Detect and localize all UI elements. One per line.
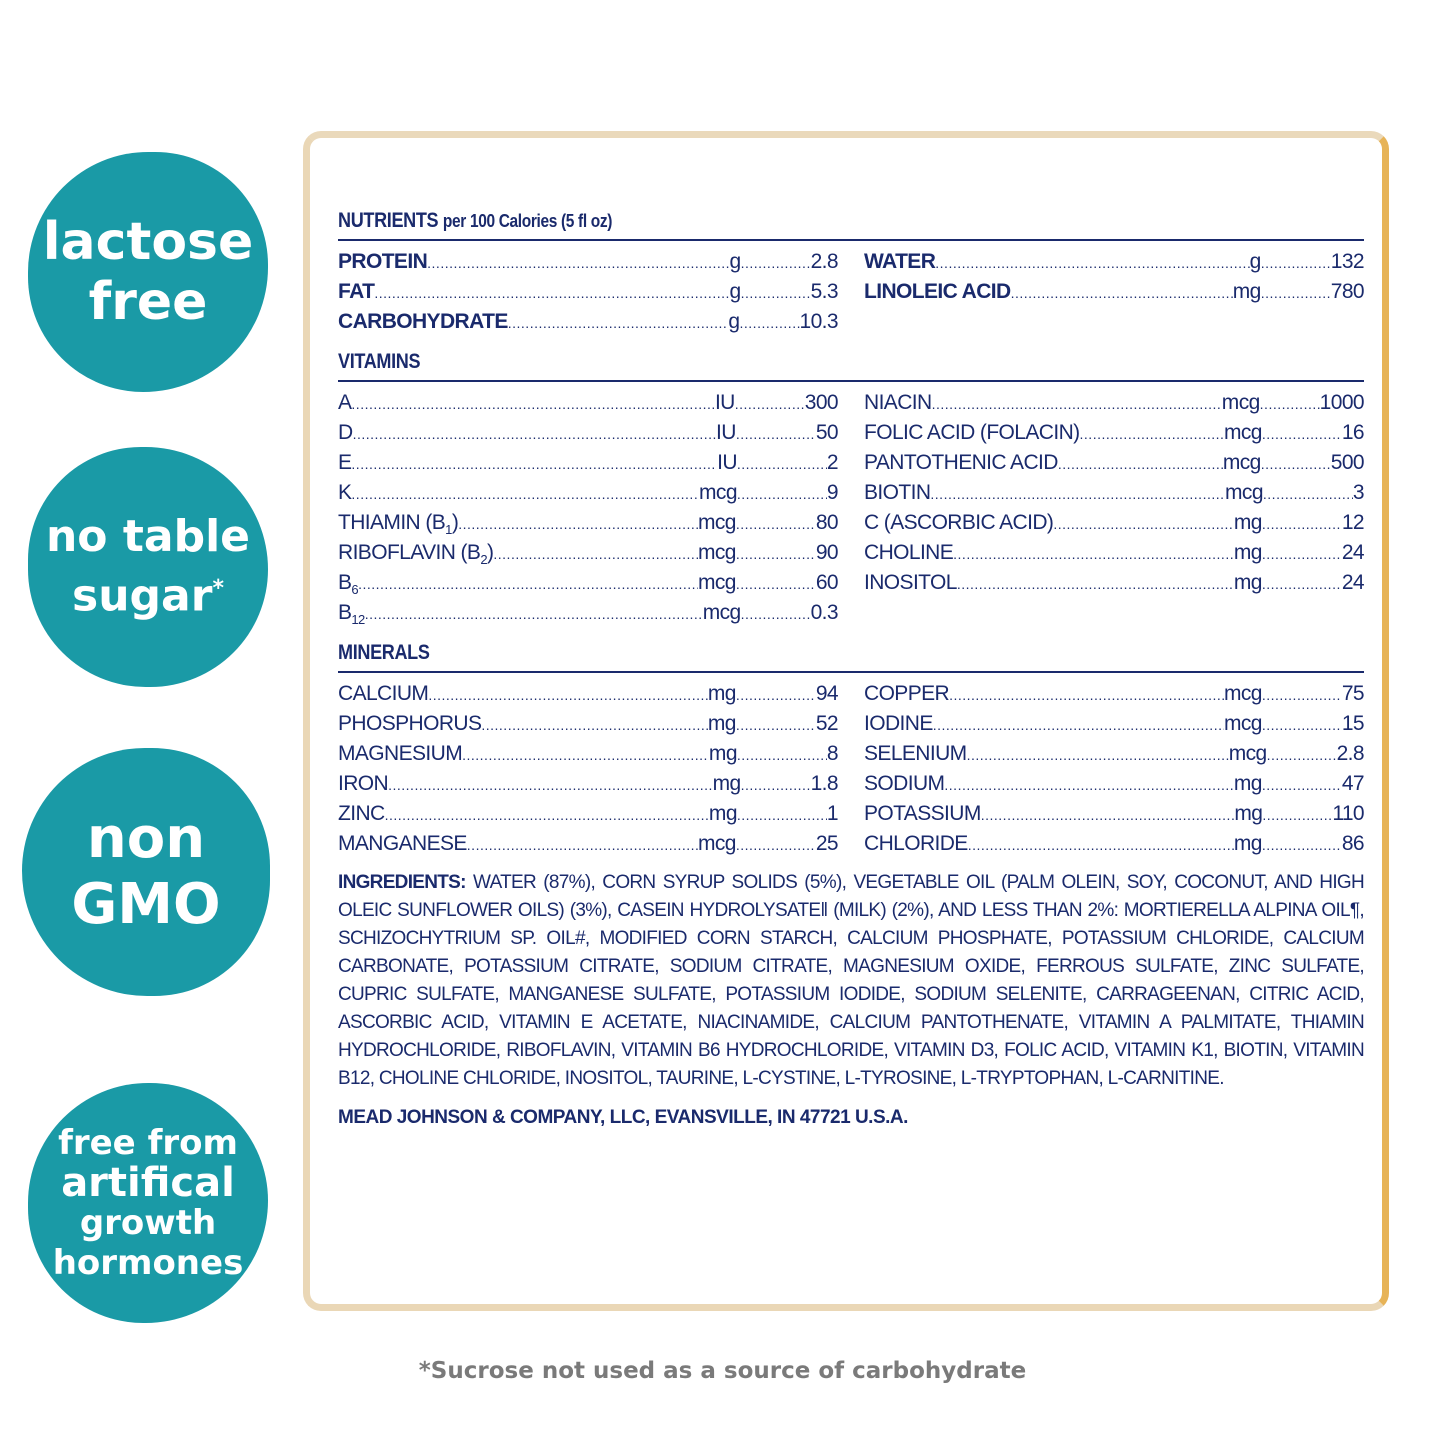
- nutrient-name: CALCIUM: [338, 682, 429, 705]
- nutrient-value: 52: [815, 712, 838, 735]
- minerals-left-column: [338, 679, 838, 859]
- nutrient-row: [864, 739, 1364, 769]
- nutrient-row: [338, 538, 838, 568]
- nutrient-name: FAT: [338, 280, 375, 303]
- nutrient-row: [864, 508, 1364, 538]
- leader-dots: [736, 419, 816, 448]
- badge-text: artifical: [61, 1160, 235, 1206]
- nutrient-row: [864, 418, 1364, 448]
- nutrient-unit: mg: [1233, 571, 1262, 594]
- nutrient-row: [338, 418, 838, 448]
- leader-dots: [467, 830, 698, 859]
- leader-dots: [1262, 770, 1342, 799]
- asterisk-mark: *: [212, 576, 224, 602]
- badge-text: sugar*: [72, 570, 224, 622]
- leader-dots: [1262, 710, 1342, 739]
- nutrient-row: [338, 508, 838, 538]
- nutrient-unit: mcg: [1228, 742, 1267, 765]
- leader-dots: [1262, 419, 1342, 448]
- nutrient-row: [338, 739, 838, 769]
- leader-dots: [1053, 509, 1234, 538]
- leader-dots: [508, 308, 729, 337]
- nutrient-unit: mg: [1232, 280, 1261, 303]
- nutrient-name: SODIUM: [864, 772, 945, 795]
- leader-dots: [741, 248, 811, 277]
- leader-dots: [493, 539, 698, 568]
- nutrient-unit: mcg: [697, 541, 736, 564]
- leader-dots: [1262, 569, 1342, 598]
- nutrient-name: MAGNESIUM: [338, 742, 463, 765]
- leader-dots: [458, 509, 698, 538]
- nutrient-row: [338, 598, 838, 628]
- nutrient-unit: mcg: [697, 571, 736, 594]
- leader-dots: [957, 569, 1234, 598]
- nutrient-unit: IU: [716, 421, 736, 444]
- nutrient-name: POTASSIUM: [864, 802, 981, 825]
- nutrient-unit: mcg: [1223, 712, 1262, 735]
- nutrient-unit: mg: [1233, 832, 1262, 855]
- nutrient-name: RIBOFLAVIN $(B_2)$: [338, 541, 494, 568]
- badge-non-gmo: [22, 748, 270, 996]
- leader-dots: [1267, 740, 1337, 769]
- leader-dots: [737, 449, 827, 478]
- nutrient-row: [864, 829, 1364, 859]
- nutrient-value: 3: [1352, 481, 1364, 504]
- leader-dots: [365, 599, 703, 628]
- nutrient-row: [338, 568, 838, 598]
- nutrient-name: INOSITOL: [864, 571, 957, 594]
- nutrient-name: BIOTIN: [864, 481, 931, 504]
- leader-dots: [1262, 509, 1342, 538]
- nutrient-unit: mcg: [1225, 481, 1263, 504]
- nutrition-content: [338, 206, 1364, 1129]
- nutrient-row: [338, 388, 838, 418]
- leader-dots: [1262, 800, 1332, 829]
- leader-dots: [374, 278, 729, 307]
- leader-dots: [462, 740, 709, 769]
- leader-dots: [930, 479, 1225, 508]
- badge-text: free from: [58, 1123, 238, 1163]
- leader-dots: [736, 680, 816, 709]
- nutrient-name: CHOLINE: [864, 541, 954, 564]
- nutrient-row: [864, 709, 1364, 739]
- nutrient-value: 9: [826, 481, 838, 504]
- nutrient-row: [338, 829, 838, 859]
- nutrient-name: C (ASCORBIC ACID): [864, 511, 1054, 534]
- divider: [338, 380, 1364, 382]
- nutrient-name: $B_6$: [338, 571, 359, 598]
- leader-dots: [933, 710, 1224, 739]
- nutrient-value: 47: [1341, 772, 1364, 795]
- leader-dots: [351, 479, 699, 508]
- leader-dots: [935, 248, 1249, 277]
- nutrient-name: SELENIUM: [864, 742, 967, 765]
- nutrient-row: [864, 538, 1364, 568]
- footnote: *Sucrose not used as a source of carbohydrate: [418, 1358, 1027, 1384]
- nutrient-unit: mcg: [1223, 421, 1262, 444]
- leader-dots: [353, 419, 716, 448]
- nutrient-unit: mg: [1233, 511, 1262, 534]
- nutrient-value: 24: [1341, 571, 1364, 594]
- minerals-right-column: [864, 679, 1364, 859]
- leader-dots: [427, 248, 729, 277]
- nutrient-value: 90: [815, 541, 838, 564]
- badge-free-from-hormones: [28, 1083, 268, 1323]
- nutrient-name: NIACIN: [864, 391, 932, 414]
- nutrient-value: 16: [1341, 421, 1364, 444]
- leader-dots: [1262, 680, 1342, 709]
- nutrient-value: 8: [826, 742, 838, 765]
- nutrient-row: [864, 247, 1364, 277]
- leader-dots: [949, 680, 1224, 709]
- nutrient-name: PHOSPHORUS: [338, 712, 482, 735]
- leader-dots: [932, 389, 1222, 418]
- leader-dots: [981, 800, 1235, 829]
- nutrient-unit: g: [1249, 250, 1261, 273]
- leader-dots: [944, 770, 1233, 799]
- minerals-heading: MINERALS: [338, 641, 430, 664]
- leader-dots: [737, 479, 827, 508]
- nutrient-unit: mcg: [697, 511, 736, 534]
- nutrient-unit: mcg: [1221, 391, 1260, 414]
- leader-dots: [736, 710, 816, 739]
- nutrient-row: [338, 307, 838, 337]
- badge-text: lactose: [42, 212, 254, 272]
- nutrient-name: THIAMIN $(B_1)$: [338, 511, 459, 538]
- nutrient-value: 24: [1341, 541, 1364, 564]
- nutrient-unit: mcg: [702, 601, 741, 624]
- nutrient-value: 1000: [1319, 391, 1364, 414]
- nutrient-value: 132: [1330, 250, 1364, 273]
- nutrient-row: [864, 769, 1364, 799]
- leader-dots: [737, 740, 827, 769]
- badge-text: hormones: [52, 1243, 244, 1283]
- nutrient-row: [338, 769, 838, 799]
- nutrient-name: COPPER: [864, 682, 950, 705]
- nutrient-row: [864, 679, 1364, 709]
- nutrient-row: [864, 478, 1364, 508]
- nutrient-value: 50: [815, 421, 838, 444]
- nutrient-value: 75: [1341, 682, 1364, 705]
- leader-dots: [953, 539, 1234, 568]
- leader-dots: [351, 389, 715, 418]
- nutrient-row: [864, 568, 1364, 598]
- leader-dots: [1261, 248, 1331, 277]
- leader-dots: [388, 770, 713, 799]
- leader-dots: [1058, 449, 1223, 478]
- nutrient-value: 5.3: [810, 280, 838, 303]
- nutrient-value: 2: [826, 451, 838, 474]
- leader-dots: [740, 308, 800, 337]
- leader-dots: [1011, 278, 1233, 307]
- leader-dots: [1260, 389, 1320, 418]
- leader-dots: [741, 599, 811, 628]
- nutrient-row: [338, 247, 838, 277]
- nutrient-name: LINOLEIC ACID: [864, 280, 1011, 303]
- nutrient-unit: mcg: [1223, 682, 1262, 705]
- nutrient-row: [864, 448, 1364, 478]
- leader-dots: [1262, 539, 1342, 568]
- badge-text: growth: [79, 1203, 217, 1243]
- nutrient-value: 110: [1332, 802, 1364, 825]
- nutrient-row: [338, 679, 838, 709]
- nutrient-value: 300: [804, 391, 838, 414]
- nutrient-unit: g: [729, 250, 741, 273]
- nutrient-name: CARBOHYDRATE: [338, 310, 508, 333]
- nutrient-name: ZINC: [338, 802, 385, 825]
- leader-dots: [736, 509, 816, 538]
- leader-dots: [481, 710, 707, 739]
- nutrients-heading: NUTRIENTS per 100 Calories (5 fl oz): [338, 209, 613, 232]
- nutrient-name: CHLORIDE: [864, 832, 968, 855]
- nutrient-value: 500: [1330, 451, 1364, 474]
- nutrient-value: 15: [1341, 712, 1364, 735]
- leader-dots: [1263, 479, 1353, 508]
- nutrient-unit: mg: [1233, 772, 1262, 795]
- nutrient-name: PANTOTHENIC ACID: [864, 451, 1058, 474]
- nutrient-unit: IU: [714, 391, 735, 414]
- nutrient-unit: mcg: [697, 832, 736, 855]
- badge-text: non: [86, 806, 206, 871]
- badge-text: GMO: [71, 872, 221, 937]
- badge-text: free: [88, 272, 208, 332]
- nutrients-left-column: [338, 247, 838, 337]
- divider: [338, 239, 1364, 241]
- nutrient-value: 12: [1341, 511, 1364, 534]
- nutrient-unit: mg: [708, 742, 737, 765]
- nutrient-row: [338, 478, 838, 508]
- leader-dots: [1080, 419, 1224, 448]
- leader-dots: [736, 569, 816, 598]
- nutrient-unit: IU: [717, 451, 737, 474]
- nutrient-row: [864, 388, 1364, 418]
- nutrient-name: WATER: [864, 250, 936, 273]
- nutrient-unit: mcg: [1222, 451, 1261, 474]
- nutrient-name: IODINE: [864, 712, 933, 735]
- nutrient-value: 2.8: [810, 250, 838, 273]
- badge-lactose-free: [28, 152, 268, 392]
- nutrient-unit: mg: [708, 802, 737, 825]
- leader-dots: [736, 539, 816, 568]
- nutrient-name: D: [338, 421, 353, 444]
- leader-dots: [351, 449, 717, 478]
- nutrient-value: 10.3: [799, 310, 838, 333]
- nutrient-unit: g: [728, 310, 740, 333]
- leader-dots: [736, 830, 816, 859]
- nutrient-value: 780: [1330, 280, 1364, 303]
- nutrient-row: [338, 799, 838, 829]
- leader-dots: [967, 740, 1229, 769]
- leader-dots: [741, 278, 811, 307]
- nutrient-row: [338, 448, 838, 478]
- badge-no-table-sugar: [28, 447, 268, 687]
- nutrient-unit: mg: [712, 772, 741, 795]
- nutrient-value: 1.8: [810, 772, 838, 795]
- nutrient-unit: mg: [1233, 541, 1262, 564]
- leader-dots: [358, 569, 698, 598]
- leader-dots: [385, 800, 709, 829]
- leader-dots: [1262, 830, 1342, 859]
- nutrient-row: [864, 799, 1364, 829]
- badge-text: no table: [45, 511, 250, 563]
- nutrient-unit: g: [729, 280, 741, 303]
- leader-dots: [968, 830, 1234, 859]
- nutrient-value: 1: [826, 802, 838, 825]
- nutrient-name: $B_{12}$: [338, 601, 365, 628]
- nutrient-value: 94: [815, 682, 838, 705]
- nutrient-value: 0.3: [810, 601, 838, 624]
- nutrient-name: K: [338, 481, 352, 504]
- nutrient-name: FOLIC ACID (FOLACIN): [864, 421, 1080, 444]
- nutrient-value: 25: [815, 832, 838, 855]
- nutrient-name: IRON: [338, 772, 389, 795]
- nutrient-unit: mg: [707, 682, 736, 705]
- company-address: MEAD JOHNSON & COMPANY, LLC, EVANSVILLE, IN 47721 U.S.A.: [338, 1107, 908, 1128]
- nutrient-value: 2.8: [1336, 742, 1364, 765]
- nutrient-value: 80: [815, 511, 838, 534]
- nutrient-row: [338, 277, 838, 307]
- nutrient-value: 86: [1341, 832, 1364, 855]
- ingredients-text: INGREDIENTS: WATER (87%), CORN SYRUP SOLIDS (5%), VEGETABLE OIL (PALM OLEIN, SOY, COCONUT, AND HIGH OLEIC SUNFLOWER OILS) (3%), CASEIN HYDROLYSATE‖ (MILK) (2%), AND LESS THAN 2%: MORTIERELLA ALPINA OIL¶, SCHIZOCHYTRIUM SP. OIL#, MODIFIED CORN STARCH, CALCIUM PHOSPHATE, POTASSIUM CHLORIDE, CALCIUM CARBONATE, POTASSIUM CITRATE, SODIUM CITRATE, MAGNESIUM OXIDE, FERROUS SULFATE, ZINC SULFATE, CUPRIC SULFATE, MANGANESE SULFATE, POTASSIUM IODIDE, SODIUM SELENITE, CARRAGEENAN, CITRIC ACID, ASCORBIC ACID, VITAMIN E ACETATE, NIACINAMIDE, CALCIUM PANTOTHENATE, VITAMIN A PALMITATE, THIAMIN HYDROCHLORIDE, RIBOFLAVIN, VITAMIN B6 HYDROCHLORIDE, VITAMIN D3, FOLIC ACID, VITAMIN K1, BIOTIN, VITAMIN B12, CHOLINE CHLORIDE, INOSITOL, TAURINE, L-CYSTINE, L-TYROSINE, L-TRYPTOPHAN, L-CARNITINE.: [338, 872, 1364, 1089]
- leader-dots: [1261, 449, 1331, 478]
- nutrient-unit: mg: [707, 712, 736, 735]
- nutrient-row: [864, 277, 1364, 307]
- nutrients-right-column: [864, 247, 1364, 337]
- vitamins-left-column: [338, 388, 838, 628]
- leader-dots: [428, 680, 708, 709]
- leader-dots: [1261, 278, 1331, 307]
- nutrient-name: MANGANESE: [338, 832, 467, 855]
- nutrient-value: 60: [815, 571, 838, 594]
- vitamins-right-column: [864, 388, 1364, 628]
- nutrient-name: A: [338, 391, 352, 414]
- nutrient-name: E: [338, 451, 352, 474]
- vitamins-heading: VITAMINS: [338, 350, 421, 373]
- leader-dots: [735, 389, 805, 418]
- divider: [338, 671, 1364, 673]
- leader-dots: [741, 770, 811, 799]
- nutrient-name: PROTEIN: [338, 250, 428, 273]
- nutrient-row: [338, 709, 838, 739]
- leader-dots: [737, 800, 827, 829]
- nutrient-unit: mg: [1234, 802, 1263, 825]
- nutrient-unit: mcg: [699, 481, 737, 504]
